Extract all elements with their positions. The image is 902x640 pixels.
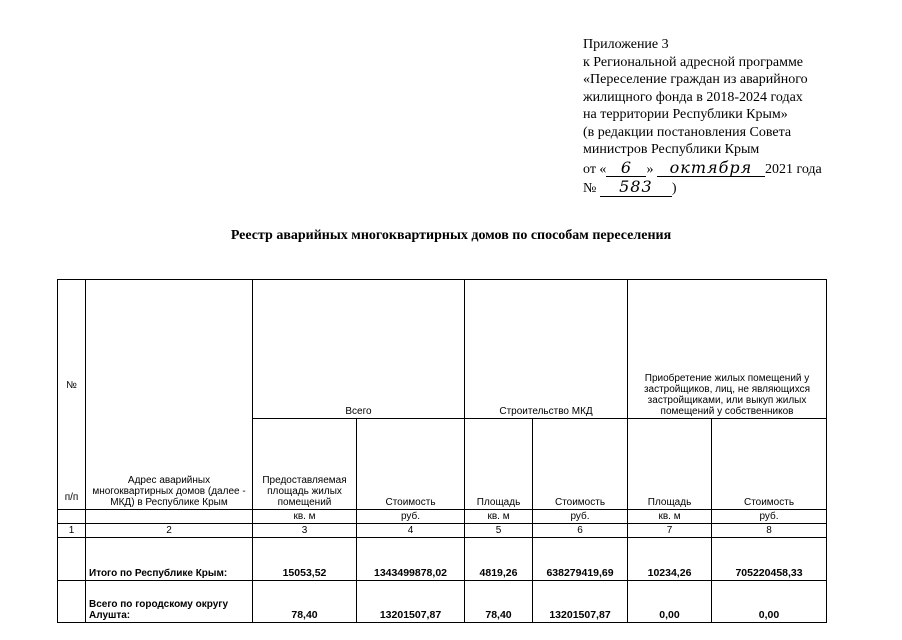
column-number: 4	[357, 524, 465, 538]
page-title: Реестр аварийных многоквартирных домов по способам переселения	[230, 228, 672, 243]
value-acquisition-cost: 0,00	[712, 581, 827, 623]
number-line	[583, 178, 883, 198]
appendix-line: на территории Республики Крым»	[583, 107, 788, 122]
row-num-empty	[58, 581, 86, 623]
unit-sqm: кв. м	[253, 510, 357, 524]
unit-sqm: кв. м	[628, 510, 712, 524]
value-total-cost: 13201507,87	[357, 581, 465, 623]
registry-table	[57, 279, 827, 623]
value-construction-cost: 13201507,87	[533, 581, 628, 623]
row-label: Всего по городскому округу Алушта:	[86, 581, 253, 623]
document-number: 583	[600, 178, 672, 197]
value-area-provided: 78,40	[253, 581, 357, 623]
value-construction-area: 4819,26	[465, 538, 533, 581]
value-construction-area: 78,40	[465, 581, 533, 623]
date-day: 6	[606, 159, 646, 178]
unit-sqm: кв. м	[465, 510, 533, 524]
unit-rub: руб.	[712, 510, 827, 524]
number-prefix: №	[583, 181, 597, 196]
header-total: Всего	[253, 280, 465, 419]
units-cell-empty	[86, 510, 253, 524]
number-suffix: )	[671, 181, 677, 196]
value-acquisition-cost: 705220458,33	[712, 538, 827, 581]
value-acquisition-area: 10234,26	[628, 538, 712, 581]
column-number: 5	[465, 524, 533, 538]
column-number: 8	[712, 524, 827, 538]
appendix-line: (в редакции постановления Совета	[583, 124, 792, 140]
header-row-1	[58, 280, 827, 419]
appendix-line: к Региональной адресной программе	[583, 54, 804, 70]
appendix-line: министров Республики Крым	[583, 142, 760, 157]
header-construction: Строительство МКД	[465, 280, 628, 419]
date-prefix: от «	[583, 161, 607, 177]
appendix-line: Приложение 3	[583, 37, 669, 52]
date-line	[583, 159, 883, 179]
column-number: 3	[253, 524, 357, 538]
units-row	[58, 510, 827, 524]
table-row-total-crimea	[58, 538, 827, 581]
value-acquisition-area: 0,00	[628, 581, 712, 623]
date-mid: »	[646, 161, 654, 177]
value-total-cost: 1343499878,02	[357, 538, 465, 581]
header-cost: Стоимость	[533, 418, 628, 509]
appendix-block	[583, 36, 883, 198]
date-month: октября	[657, 159, 765, 178]
header-num-symbol: №	[66, 380, 77, 391]
row-num-empty	[58, 538, 86, 581]
units-cell-empty	[58, 510, 86, 524]
column-number: 1	[58, 524, 86, 538]
header-cost: Стоимость	[712, 418, 827, 509]
row-label: Итого по Республике Крым:	[86, 538, 253, 581]
date-year: 2021 года	[764, 161, 822, 177]
column-number: 6	[533, 524, 628, 538]
header-num	[58, 280, 86, 510]
header-area-provided: Предоставляемая площадь жилых помещений	[253, 418, 357, 509]
header-address: Адрес аварийных многоквартирных домов (далее - МКД) в Республике Крым	[86, 280, 253, 510]
value-area-provided: 15053,52	[253, 538, 357, 581]
header-cost: Стоимость	[357, 418, 465, 509]
header-area: Площадь	[465, 418, 533, 509]
unit-rub: руб.	[533, 510, 628, 524]
header-area: Площадь	[628, 418, 712, 509]
appendix-line: жилищного фонда в 2018-2024 годах	[583, 89, 803, 105]
column-number-row	[58, 524, 827, 538]
value-construction-cost: 638279419,69	[533, 538, 628, 581]
appendix-line: «Переселение граждан из аварийного	[583, 72, 808, 87]
header-num-sub: п/п	[64, 492, 79, 503]
header-acquisition: Приобретение жилых помещений у застройщиков, лиц, не являющихся застройщиками, или выкуп жилых помещений у собственников	[628, 280, 827, 419]
column-number: 2	[86, 524, 253, 538]
table-row-alushta	[58, 581, 827, 623]
column-number: 7	[628, 524, 712, 538]
unit-rub: руб.	[357, 510, 465, 524]
